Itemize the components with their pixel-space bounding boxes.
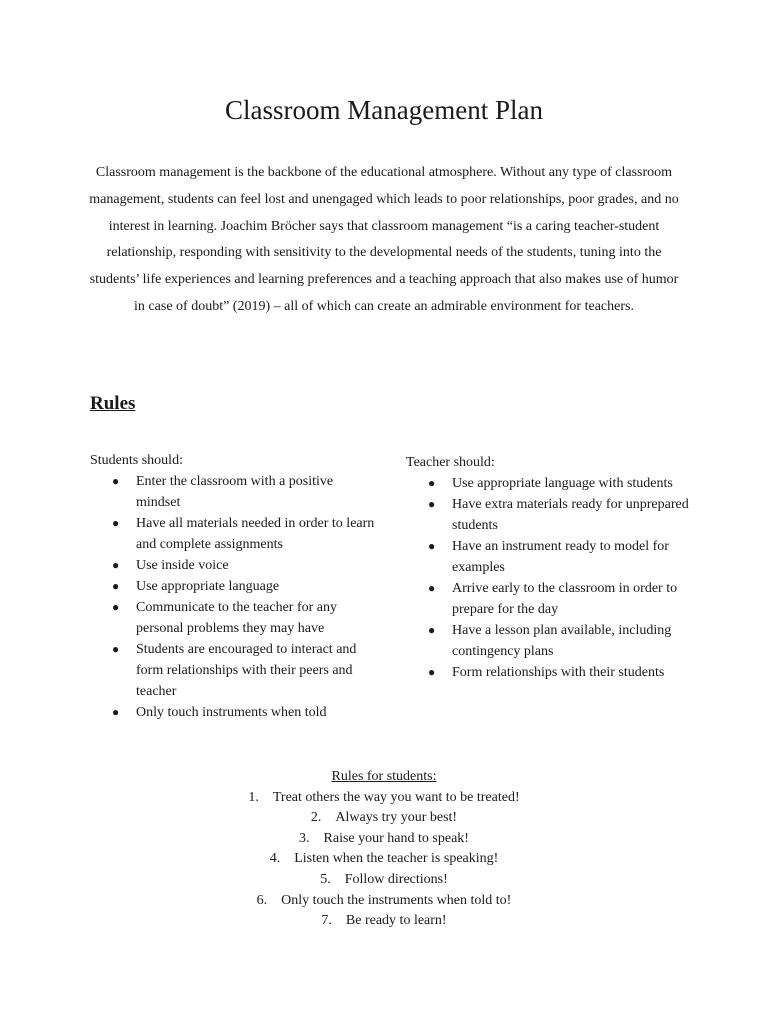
bullet-icon: ● [428,497,436,511]
bullet-icon: ● [428,623,436,637]
bullet-icon: ● [112,705,120,719]
students-should-heading: Students should: [90,453,183,468]
bullet-icon: ● [428,476,436,490]
list-item: 1. Treat others the way you want to be treated! [248,789,520,805]
list-item: 5. Follow directions! [320,871,448,887]
students-should-section [90,450,380,723]
list-item: ● Have a lesson plan available, including contingency plans [406,620,696,662]
bullet-icon: ● [112,516,120,530]
list-item: ● Enter the classroom with a positive mindset [90,471,380,513]
teacher-should-list [406,473,696,683]
list-item: 6. Only touch the instruments when told to! [256,892,512,908]
bullet-icon: ● [428,539,436,553]
list-item: ● Have an instrument ready to model for examples [406,536,696,578]
bullet-icon: ● [112,642,120,656]
list-item: ● Students are encouraged to interact and form relationships with their peers and teacher [90,639,380,702]
list-item: ● Form relationships with their students [406,662,696,683]
bullet-icon: ● [428,581,436,595]
list-item: ● Use appropriate language [90,576,380,597]
teacher-should-heading: Teacher should: [406,455,495,470]
list-item: 4. Listen when the teacher is speaking! [269,851,499,867]
rules-for-students-section [0,767,768,932]
bullet-icon: ● [112,558,120,572]
teacher-should-section [406,452,696,683]
list-item: 7. Be ready to learn! [321,913,447,929]
list-item: 2. Always try your best! [310,810,458,826]
list-item: ● Have extra materials ready for unprepared students [406,494,696,536]
intro-paragraph: Classroom management is the backbone of the educational atmosphere. Without any type of classroom management, students can feel lost and unengaged which leads to poor relationships, poor grades, and no interest in learning. Joachim Bröcher says that classroom management “is a caring teacher-student relationship, responding with sensitivity to the developmental needs of the students, tuning into the students’ life experiences and learning preferences and a teaching approach that also makes use of humor in case of doubt” (2019) – all of which can create an admirable environment for teachers. [89,165,679,314]
bullet-icon: ● [112,474,120,488]
students-should-list [90,471,380,723]
rules-heading: Rules [90,393,136,414]
bullet-icon: ● [112,600,120,614]
list-item: ● Use inside voice [90,555,380,576]
list-item: ● Communicate to the teacher for any personal problems they may have [90,597,380,639]
list-item: 3. Raise your hand to speak! [299,830,469,846]
bullet-icon: ● [428,665,436,679]
bullet-icon: ● [112,579,120,593]
list-item: ● Use appropriate language with students [406,473,696,494]
list-item: ● Arrive early to the classroom in order to prepare for the day [406,578,696,620]
rules-for-students-heading: Rules for students: [331,769,437,784]
page-title: Classroom Management Plan [225,95,543,125]
rules-for-students-list [0,788,768,932]
list-item: ● Have all materials needed in order to learn and complete assignments [90,513,380,555]
list-item: ● Only touch instruments when told [90,702,380,723]
